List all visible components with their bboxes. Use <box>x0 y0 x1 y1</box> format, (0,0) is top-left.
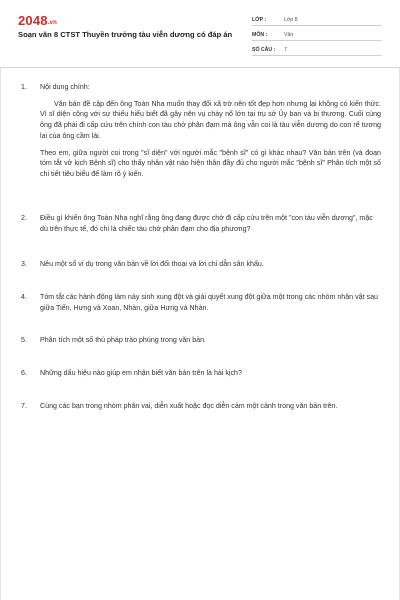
question-item <box>21 335 381 346</box>
question-text: Tóm tắt các hành động làm nảy sinh xung đột và giải quyết xung đột giữa một trong các nhóm nhân vật sau giữa Tiến, Hưng và Xoan, Nhàn, giữa Hưng và Nhàn. <box>40 293 378 312</box>
site-logo[interactable] <box>18 13 57 28</box>
question-item <box>21 401 381 412</box>
logo-text: 2048 <box>18 13 48 28</box>
header-divider <box>0 67 400 68</box>
answer-paragraph: Văn bản đề cập đến ông Toàn Nha muốn thay đổi xã trở nên tốt đẹp hơn nhưng lại không có kiến thức. Vì sĩ diện cộng với sự thiếu hiểu biết đã gây nên vụ cháy nổ lớn tại trụ sở Ủy ban và bị thương. Cuối cùng ông đã phải đi cấp cứu trên chính con tàu chở phân đạm mà ông vẫn coi là tàu viễn dương do con rể tương lai của ông cầm lái. <box>40 99 381 140</box>
meta-value: Lớp 8 <box>284 17 298 23</box>
document-title: Soạn văn 8 CTST Thuyền trưởng tàu viễn dương có đáp án <box>18 30 233 39</box>
question-text: Cùng các bạn trong nhóm phân vai, diễn xuất hoặc đọc diễn cảm một cảnh trong văn bản trên. <box>40 402 338 410</box>
question-text: Điều gì khiến ông Toàn Nha nghĩ rằng ông đang được chở đi cấp cứu trên một "con tàu viễn dương", mặc dù trên thực tế, đó chỉ là chiếc tàu chở phân đạm cho địa phương? <box>40 214 373 233</box>
answer-paragraph: Theo em, giữa người coi trọng "sĩ diện" với người mắc "bệnh sĩ" có gì khác nhau? Văn bản trên (và đoạn tóm tắt vở kịch Bệnh sĩ) cho thấy nhân vật nào hiện thân đầy đủ cho người mắc "bệnh sĩ" Phân tích một số chi tiết tiêu biểu để làm rõ ý kiến. <box>40 148 381 178</box>
question-item <box>21 368 381 379</box>
question-number: 5. <box>21 336 27 344</box>
question-text: Những dấu hiệu nào giúp em nhận biết văn bản trên là hài kịch? <box>40 369 242 377</box>
question-number: 3. <box>21 260 27 268</box>
meta-row-class <box>252 12 382 26</box>
question-number: 1. <box>21 83 27 91</box>
logo-suffix: .vn <box>47 20 58 26</box>
meta-label: LỚP : <box>252 17 267 23</box>
meta-label: MÔN : <box>252 32 268 38</box>
meta-row-question-count <box>252 42 382 56</box>
document-header <box>0 0 400 58</box>
question-number: 2. <box>21 214 27 222</box>
meta-value: 7 <box>284 47 287 53</box>
question-item <box>21 259 381 270</box>
document-meta <box>252 12 382 57</box>
question-number: 6. <box>21 369 27 377</box>
question-item <box>21 213 381 234</box>
meta-value: Văn <box>284 32 294 38</box>
frame-left-border <box>0 67 1 600</box>
question-number: 7. <box>21 402 27 410</box>
meta-label: SỐ CÂU : <box>252 47 276 53</box>
question-number: 4. <box>21 293 27 301</box>
question-item <box>21 292 381 313</box>
question-text: Phân tích một số thủ pháp trào phúng trong văn bản. <box>40 336 207 344</box>
question-text: Nêu một số ví dụ trong văn bản về lời đối thoại và lời chỉ dẫn sân khấu. <box>40 260 264 268</box>
meta-row-subject <box>252 27 382 41</box>
question-text: Nội dung chính: <box>40 83 90 91</box>
question-item <box>21 82 381 180</box>
